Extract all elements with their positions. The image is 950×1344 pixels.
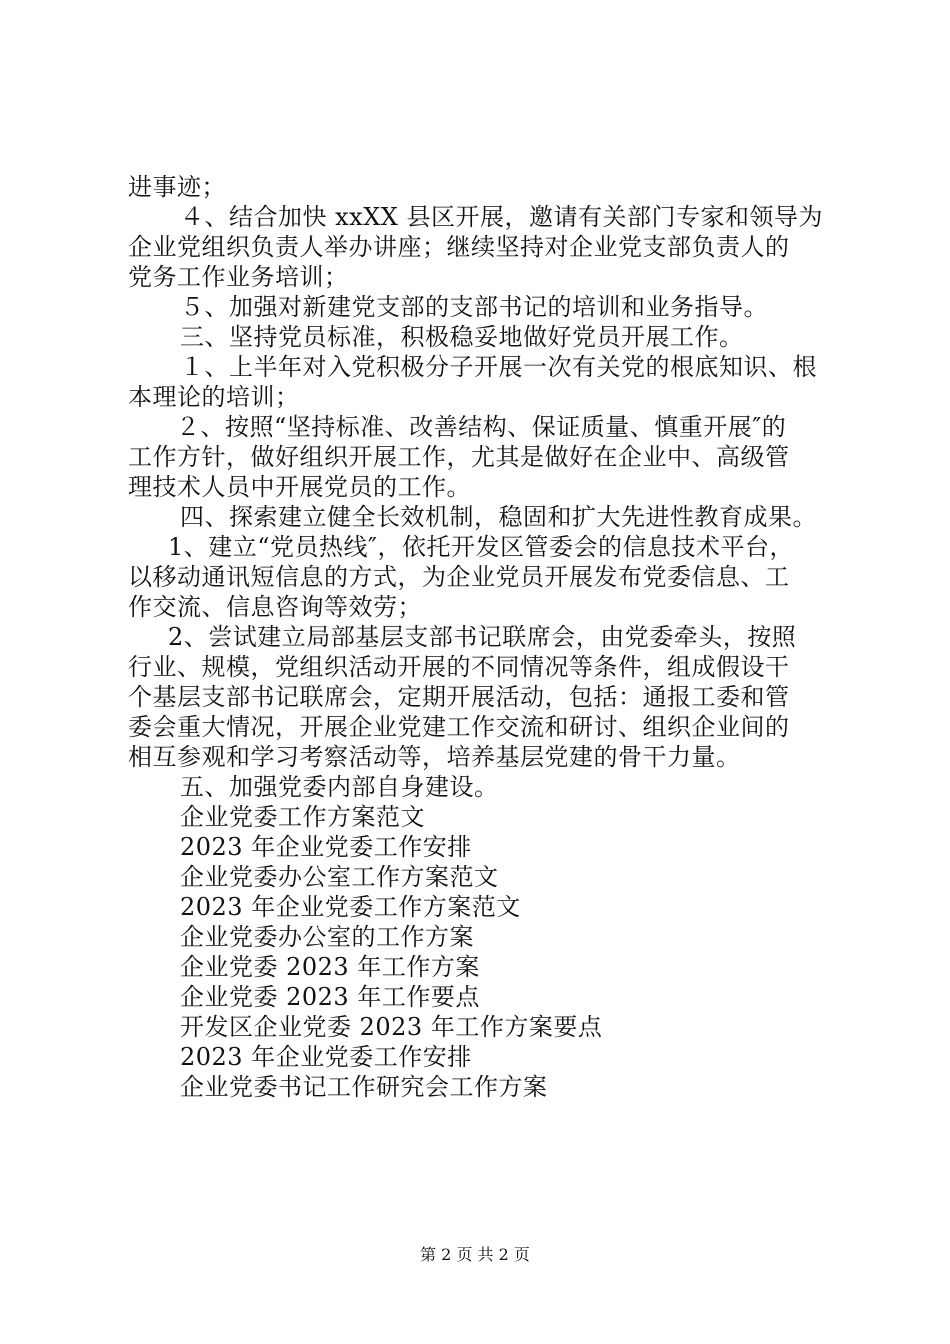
related-article-link[interactable]: 企业党委办公室工作方案范文 (180, 863, 499, 891)
section-heading: 五、加强党委内部自身建设。 (180, 773, 499, 801)
body-line: ４、结合加快 xxXX 县区开展，邀请有关部门专家和领导为 (180, 203, 823, 231)
body-line: 以移动通讯短信息的方式，为企业党员开展发布党委信息、工 (128, 563, 790, 591)
page-number-footer: 第 2 页 共 2 页 (420, 1245, 530, 1264)
document-body (128, 172, 838, 1102)
related-article-link[interactable]: 企业党委工作方案范文 (180, 803, 425, 831)
related-article-link[interactable]: 企业党委 2023 年工作方案 (180, 953, 480, 981)
body-line: 党务工作业务培训； (128, 263, 349, 291)
body-line: 企业党组织负责人举办讲座；继续坚持对企业党支部负责人的 (128, 233, 790, 261)
related-article-link[interactable]: 企业党委书记工作研究会工作方案 (180, 1073, 548, 1101)
body-line: 相互参观和学习考察活动等，培养基层党建的骨干力量。 (128, 743, 741, 771)
body-line: 2、尝试建立局部基层支部书记联席会，由党委牵头，按照 (168, 623, 797, 651)
body-line: ２、按照“坚持标准、改善结构、保证质量、慎重开展″的 (176, 413, 787, 441)
body-line: 本理论的培训； (128, 383, 300, 411)
body-line: 工作方针，做好组织开展工作，尤其是做好在企业中、高级管 (128, 443, 790, 471)
section-heading: 三、坚持党员标准，积极稳妥地做好党员开展工作。 (180, 323, 744, 351)
body-line: 行业、规模，党组织活动开展的不同情况等条件，组成假设干 (128, 653, 790, 681)
body-line: ５、加强对新建党支部的支部书记的培训和业务指导。 (180, 293, 768, 321)
related-article-link[interactable]: 2023 年企业党委工作方案范文 (180, 893, 521, 921)
related-article-link[interactable]: 2023 年企业党委工作安排 (180, 1043, 472, 1071)
body-line: 个基层支部书记联席会，定期开展活动，包括：通报工委和管 (128, 683, 790, 711)
body-line: 委会重大情况，开展企业党建工作交流和研讨、组织企业间的 (128, 713, 790, 741)
body-line: 理技术人员中开展党员的工作。 (128, 473, 471, 501)
body-line: 1、建立“党员热线″，依托开发区管委会的信息技术平台， (168, 533, 795, 561)
related-article-link[interactable]: 企业党委 2023 年工作要点 (180, 983, 480, 1011)
related-article-link[interactable]: 2023 年企业党委工作安排 (180, 833, 472, 861)
section-heading: 四、探索建立健全长效机制，稳固和扩大先进性教育成果。 (180, 503, 817, 531)
related-article-link[interactable]: 开发区企业党委 2023 年工作方案要点 (180, 1013, 603, 1041)
related-article-link[interactable]: 企业党委办公室的工作方案 (180, 923, 474, 951)
body-line: １、上半年对入党积极分子开展一次有关党的根底知识、根 (180, 353, 817, 381)
body-line: 作交流、信息咨询等效劳； (128, 593, 422, 621)
body-line: 进事迹； (128, 173, 226, 201)
